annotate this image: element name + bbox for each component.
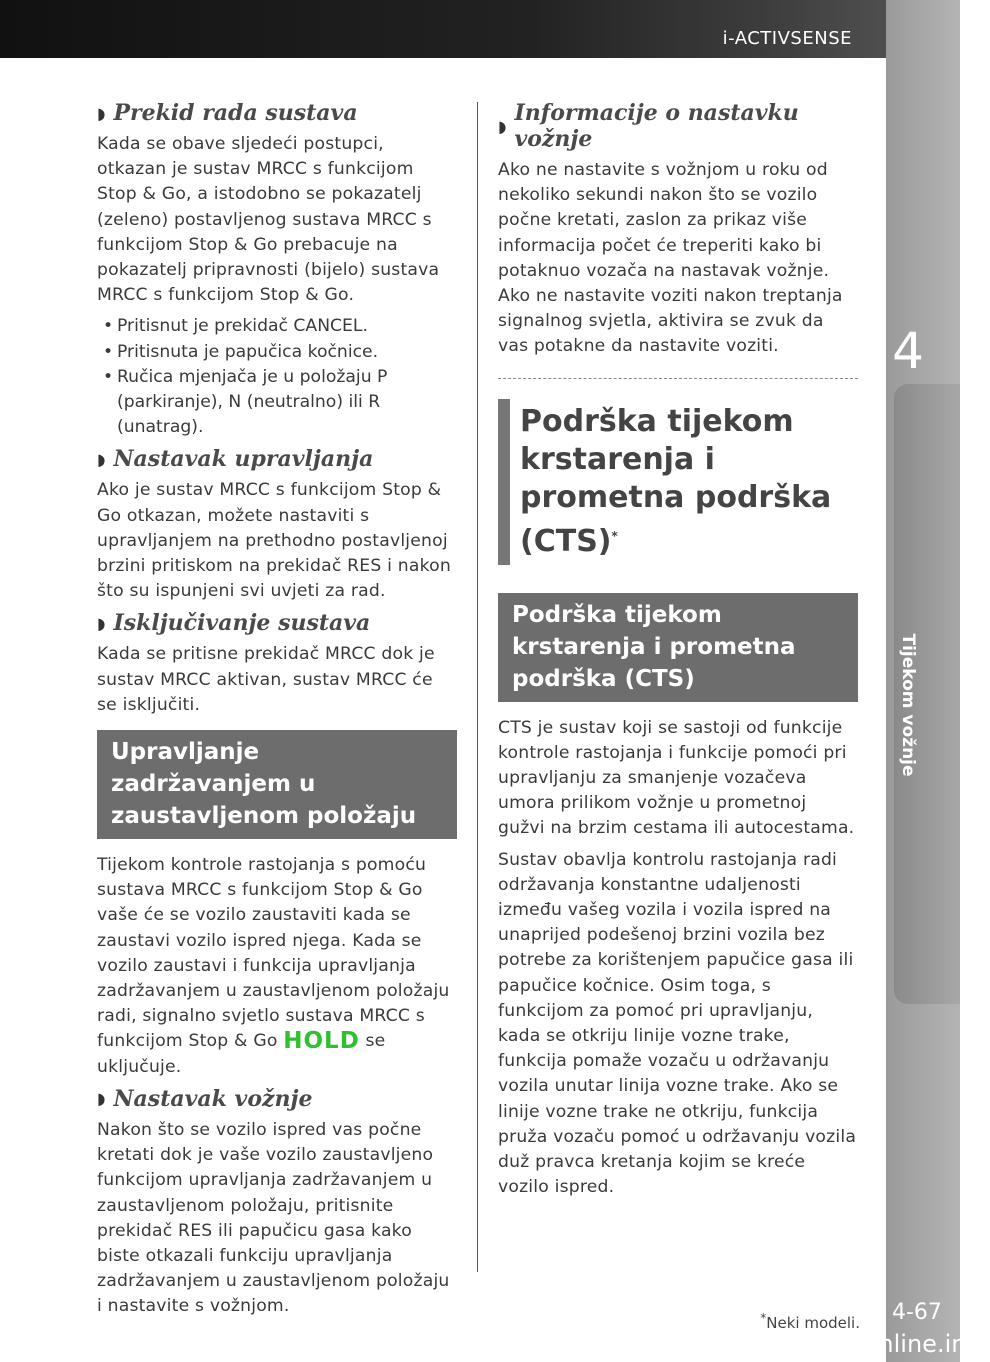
right-column bbox=[498, 100, 858, 1206]
paragraph-hold bbox=[97, 853, 457, 1080]
paragraph: Ako je sustav MRCC s funkcijom Stop & Go otkazan, možete nastaviti s upravljanjem na prethodno postavljenoj brzini pritiskom na prekidač RES i nakon što su ispunjeni svi uvjeti za rad. bbox=[97, 480, 451, 602]
paragraph: CTS je sustav koji se sastoji od funkcije kontrole rastojanja i funkcije pomoći pri upravljanju za smanjenje vozačeva umora prilikom vožnje u prometnoj gužvi na brzim cestama ili autocestama. bbox=[498, 717, 855, 839]
heading-nastavak-upravljanja bbox=[97, 446, 457, 472]
left-column bbox=[97, 100, 457, 1326]
list-item: • Pritisnut je prekidač CANCEL. bbox=[103, 314, 457, 339]
paragraph: Kada se pritisne prekidač MRCC dok je sustav MRCC aktivan, sustav MRCC će se isključiti. bbox=[97, 644, 435, 715]
section-heading-cts: Podrška tijekom krstarenja i prometna podrška (CTS) bbox=[498, 593, 858, 702]
section-heading-hold: Upravljanje zadržavanjem u zaustavljenom položaju bbox=[97, 730, 457, 839]
heading-marker-icon: ◗ bbox=[498, 116, 507, 136]
section-title: i-ACTIVSENSE bbox=[722, 28, 852, 49]
page-number: 4-67 bbox=[892, 1300, 942, 1325]
dotted-separator bbox=[498, 378, 858, 379]
paragraph-text: se uključuje. bbox=[97, 1031, 386, 1077]
footnote bbox=[760, 1311, 860, 1332]
paragraph: Kada se obave sljedeći postupci, otkazan je sustav MRCC s funkcijom Stop & Go, a istodobno se pokazatelj (zeleno) postavljenog sustava MRCC s funkcijom Stop & Go prebacuje na pokazatelj pripravnosti (bijelo) sustava MRCC s funkcijom Stop & Go. bbox=[97, 134, 440, 306]
footnote-mark: * bbox=[760, 1311, 767, 1325]
paragraph: Nakon što se vozilo ispred vas počne kretati dok je vaše vozilo zaustavljeno funkcijom upravljanja zadržavanjem u zaustavljenom položaju, pritisnite prekidač RES ili papučicu gasa kako biste otkazali funkciju upravljanja zadržavanjem u zaustavljenom položaju i nastavite s vožnjom. bbox=[97, 1119, 450, 1317]
footnote-mark: * bbox=[611, 528, 618, 543]
heading-nastavak-voznje bbox=[97, 1086, 457, 1112]
main-heading-cts bbox=[498, 399, 858, 565]
heading-text: Prekid rada sustava bbox=[113, 100, 358, 126]
column-divider bbox=[477, 102, 478, 1272]
heading-text: Nastavak upravljanja bbox=[113, 446, 374, 473]
bullet-list bbox=[97, 314, 457, 440]
heading-text: Nastavak vožnje bbox=[113, 1085, 313, 1112]
list-item: • Ručica mjenjača je u položaju P (parkiranje), N (neutralno) ili R (unatrag). bbox=[103, 365, 457, 441]
watermark: carmanualsonline.info bbox=[724, 1330, 990, 1358]
heading-iskljucivanje bbox=[97, 610, 457, 636]
footnote-text: Neki modeli. bbox=[766, 1314, 860, 1332]
chapter-number: 4 bbox=[892, 322, 924, 380]
heading-prekid bbox=[97, 100, 457, 126]
heading-text: Informacije o nastavku vožnje bbox=[514, 100, 799, 152]
heading-marker-icon: ◗ bbox=[97, 103, 106, 123]
heading-marker-icon: ◗ bbox=[97, 613, 106, 633]
heading-text: Isključivanje sustava bbox=[113, 610, 371, 637]
heading-marker-icon: ◗ bbox=[97, 449, 106, 469]
heading-marker-icon: ◗ bbox=[97, 1089, 106, 1109]
header-bar bbox=[0, 0, 960, 58]
paragraph: Ako ne nastavite s vožnjom u roku od nekoliko sekundi nakon što se vozilo počne kretati, zaslon za prikaz više informacija počet će treperiti kako bi potaknuo vozača na nastavak vožnje. Ako ne nastavite voziti nakon treptanja signalnog svjetla, aktivira se zvuk da vas potakne da nastavite voziti. bbox=[498, 160, 843, 357]
hold-indicator-icon: HOLD bbox=[283, 1028, 360, 1055]
heading-informacije bbox=[498, 100, 858, 152]
chapter-label: Tijekom vožnje bbox=[898, 633, 918, 777]
main-heading-text: Podrška tijekom krstarenja i prometna podrška (CTS) bbox=[520, 403, 832, 559]
paragraph-text: Tijekom kontrole rastojanja s pomoću sustava MRCC s funkcijom Stop & Go vaše će se vozilo zaustaviti kada se zaustavi vozilo ispred njega. Kada se vozilo zaustavi i funkcija upravljanja zadržavanjem u zaustavljenom položaju radi, signalno svjetlo sustava MRCC s funkcijom Stop & Go bbox=[97, 855, 450, 1052]
list-item: • Pritisnuta je papučica kočnice. bbox=[103, 340, 457, 365]
paragraph: Sustav obavlja kontrolu rastojanja radi održavanja konstantne udaljenosti između vašeg vozila i vozila ispred na unaprijed podešenoj brzini vozila bez potrebe za korištenjem papučice gasa ili papučice kočnice. Osim toga, s funkcijom za pomoć pri upravljanju, kada se otkriju linije vozne trake, funkcija pomaže vozaču u održavanju vozila unutar linija vozne trake. Ako se linije vozne trake ne otkriju, funkcija pruža vozaču pomoć u održavanju vozila duž pravca kretanja kojim se kreće vozilo ispred. bbox=[498, 849, 857, 1198]
